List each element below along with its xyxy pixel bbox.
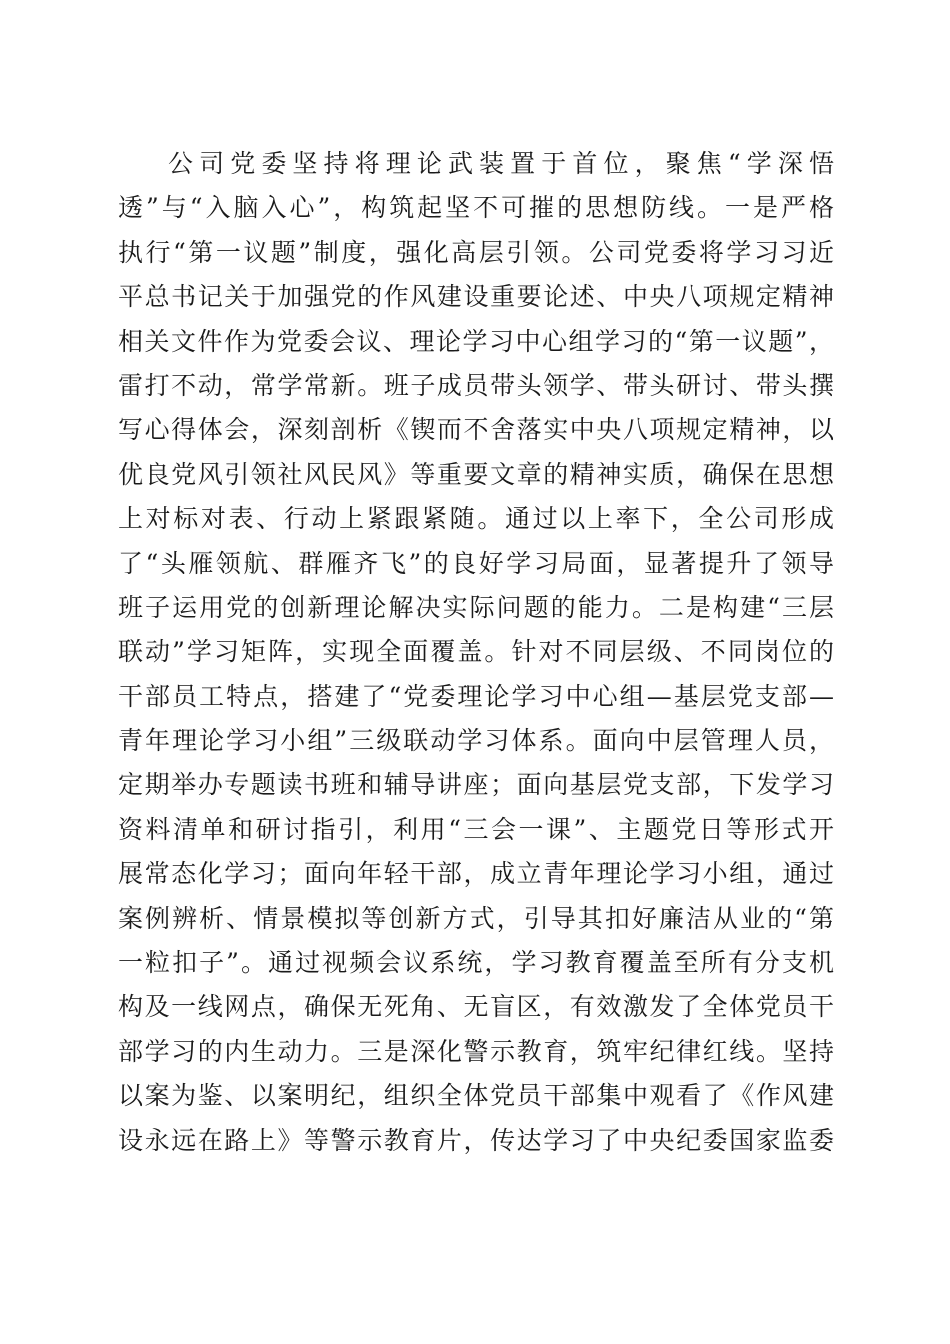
paragraph-line: 平总书记关于加强党的作风建设重要论述、中央八项规定精神 [118, 282, 834, 312]
paragraph-line: 定期举办专题读书班和辅导讲座；面向基层党支部，下发学习 [118, 770, 834, 800]
paragraph-line: 展常态化学习；面向年轻干部，成立青年理论学习小组，通过 [118, 859, 834, 889]
paragraph-line: 公司党委坚持将理论武装置于首位，聚焦“学深悟 [168, 149, 834, 178]
paragraph-line: 联动”学习矩阵，实现全面覆盖。针对不同层级、不同岗位的 [118, 637, 834, 667]
paragraph-line: 优良党风引领社风民风》等重要文章的精神实质，确保在思想 [118, 459, 834, 489]
paragraph-line: 部学习的内生动力。三是深化警示教育，筑牢纪律红线。坚持 [118, 1036, 834, 1066]
paragraph-line: 资料清单和研讨指引，利用“三会一课”、主题党日等形式开 [118, 814, 834, 844]
paragraph-line: 了“头雁领航、群雁齐飞”的良好学习局面，显著提升了领导 [118, 548, 834, 578]
paragraph-line: 青年理论学习小组”三级联动学习体系。面向中层管理人员， [118, 726, 834, 756]
paragraph-line: 班子运用党的创新理论解决实际问题的能力。二是构建“三层 [118, 592, 834, 622]
paragraph-line: 干部员工特点，搭建了“党委理论学习中心组—基层党支部— [118, 681, 834, 711]
paragraph-line: 上对标对表、行动上紧跟紧随。通过以上率下，全公司形成 [118, 504, 834, 534]
paragraph-line: 一粒扣子”。通过视频会议系统，学习教育覆盖至所有分支机 [118, 948, 834, 978]
paragraph-line: 相关文件作为党委会议、理论学习中心组学习的“第一议题”， [118, 326, 834, 356]
paragraph-line: 以案为鉴、以案明纪，组织全体党员干部集中观看了《作风建 [118, 1081, 834, 1111]
paragraph-line: 案例辨析、情景模拟等创新方式，引导其扣好廉洁从业的“第 [118, 903, 834, 933]
paragraph-line: 设永远在路上》等警示教育片，传达学习了中央纪委国家监委 [118, 1125, 834, 1155]
paragraph-line: 透”与“入脑入心”，构筑起坚不可摧的思想防线。一是严格 [118, 193, 834, 223]
paragraph-line: 构及一线网点，确保无死角、无盲区，有效激发了全体党员干 [118, 992, 834, 1022]
body-paragraph [118, 142, 834, 1163]
paragraph-line: 雷打不动，常学常新。班子成员带头领学、带头研讨、带头撰 [118, 370, 834, 400]
paragraph-line: 写心得体会，深刻剖析《锲而不舍落实中央八项规定精神，以 [118, 415, 834, 445]
paragraph-line: 执行“第一议题”制度，强化高层引领。公司党委将学习习近 [118, 237, 834, 267]
